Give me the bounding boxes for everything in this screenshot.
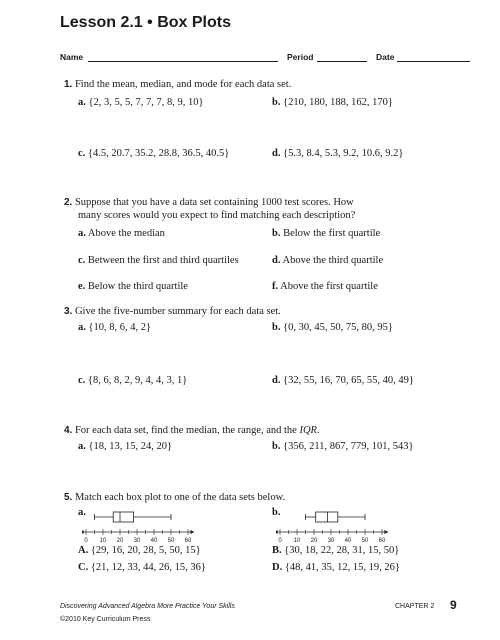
question-2-line-2: many scores would you expect to find matching each description? [78,210,356,221]
q5-set-b: B. {30, 18, 22, 28, 31, 15, 50} [272,545,400,556]
q3-part-a: a. {10, 8, 6, 4, 2} [78,322,152,333]
question-3: 3. Give the five-number summary for each data set. [64,306,281,317]
footer-page-number: 9 [450,598,457,612]
axis-tick-label: 50 [361,538,369,543]
plot-b-label: b. [272,507,281,518]
left-arrow-icon [82,530,84,534]
q4-part-a: a. {18, 13, 15, 24, 20} [78,441,173,452]
q1-part-a: a. {2, 3, 5, 5, 7, 7, 7, 8, 9, 10} [78,97,204,108]
q1-part-d: d. {5.3, 8.4, 5.3, 9.2, 10.6, 9.2} [272,148,404,159]
question-1 [64,79,291,90]
q1-part-c: c. {4.5, 20.7, 35.2, 28.8, 36.5, 40.5} [78,148,230,159]
question-text: Find the mean, median, and mode for each data set. [74,79,292,90]
left-arrow-icon [276,530,278,534]
q2-part-c: c. Between the first and third quartiles [78,255,239,266]
question-5: 5. Match each box plot to one of the data sets below. [64,492,286,503]
q5-set-d: D. {48, 41, 35, 12, 15, 19, 26} [272,562,400,573]
footer-copyright: ©2010 Key Curriculum Press [60,616,151,623]
axis-tick-label: 10 [293,538,301,543]
footer-chapter: CHAPTER 2 [395,603,435,610]
axis-tick-label: 20 [116,538,124,543]
axis-tick-label: 40 [150,538,158,543]
question-4: 4. For each data set, find the median, the range, and the IQR. [64,425,320,436]
axis-tick-label: 30 [327,538,335,543]
axis-tick-label: 0 [84,538,88,543]
name-label: Name [60,52,84,62]
iqr-box [316,512,338,522]
q3-part-c: c. {8, 6, 8, 2, 9, 4, 4, 3, 1} [78,375,188,386]
date-line[interactable] [397,61,470,62]
q1-part-b: b. {210, 180, 188, 162, 170} [272,97,393,108]
box-plot-a-svg [82,505,212,543]
axis-tick-label: 20 [310,538,318,543]
q2-part-b: b. Below the first quartile [272,228,381,239]
axis-tick-label: 50 [167,538,175,543]
footer-book-title: Discovering Advanced Algebra More Practice Your Skills [60,603,235,610]
name-line[interactable] [88,61,278,62]
q2-part-d: d. Above the third quartile [272,255,384,266]
q2-part-e: e. Below the third quartile [78,281,188,292]
lesson-title: Lesson 2.1 • Box Plots [60,14,231,31]
question-2: 2. Suppose that you have a data set containing 1000 test scores. How [64,197,354,208]
question-number: 1. [64,79,73,90]
q2-part-f: f. Above the first quartile [272,281,378,292]
q3-part-b: b. {0, 30, 45, 50, 75, 80, 95} [272,322,393,333]
q4-part-b: b. {356, 211, 867, 779, 101, 543} [272,441,414,452]
axis-tick-label: 60 [184,538,192,543]
axis-tick-label: 30 [133,538,141,543]
box-plot-a [82,505,212,546]
box-plot-b [276,505,406,546]
q2-part-a: a. Above the median [78,228,165,239]
right-arrow-icon [384,530,388,534]
period-line[interactable] [317,61,367,62]
period-label: Period [287,52,314,62]
right-arrow-icon [190,530,194,534]
date-label: Date [376,52,395,62]
q3-part-d: d. {32, 55, 16, 70, 65, 55, 40, 49} [272,375,414,386]
axis-tick-label: 40 [344,538,352,543]
axis-tick-label: 60 [378,538,386,543]
box-plot-b-svg [276,505,406,543]
axis-tick-label: 0 [278,538,282,543]
q5-set-c: C. {21, 12, 33, 44, 26, 15, 36} [78,562,206,573]
iqr-box [113,512,133,522]
plot-a-label: a. [78,507,86,518]
axis-tick-label: 10 [99,538,107,543]
iqr-term: IQR [299,425,317,436]
q5-set-a: A. {29, 16, 20, 28, 5, 50, 15} [78,545,201,556]
